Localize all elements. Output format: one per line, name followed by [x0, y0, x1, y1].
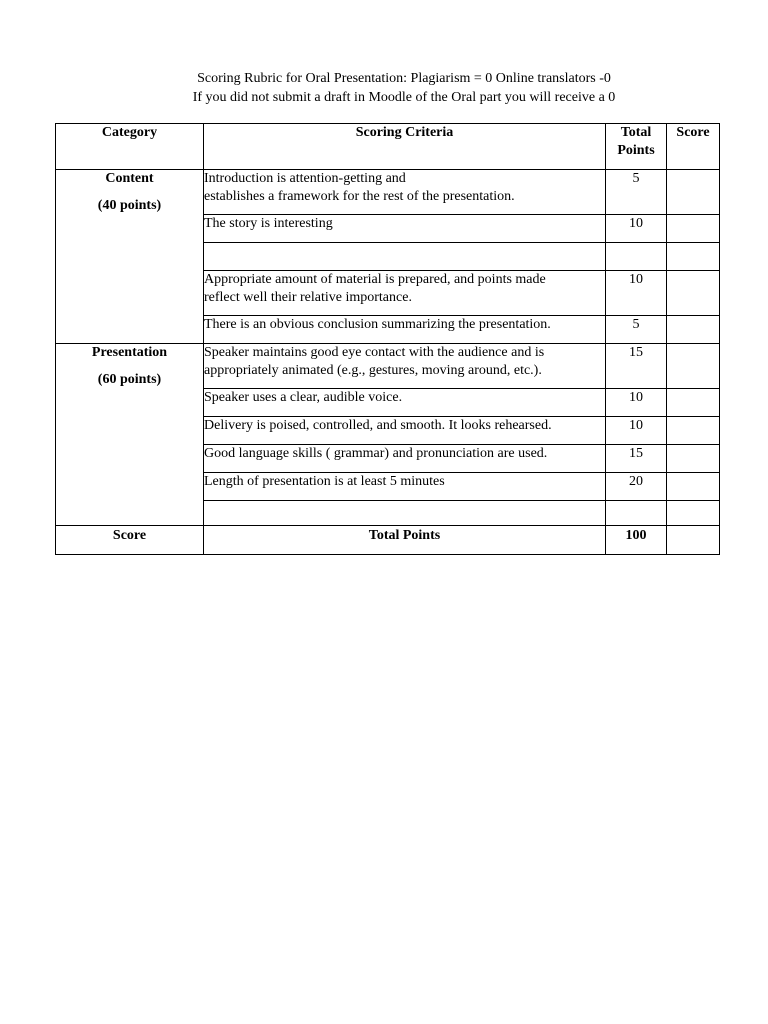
score-cell [667, 417, 720, 445]
table-footer-row [56, 526, 720, 555]
column-header-total-points [606, 124, 667, 170]
score-cell [667, 271, 720, 316]
table-row [56, 344, 720, 389]
criteria-cell: Delivery is poised, controlled, and smooth. It looks rehearsed. [204, 417, 606, 445]
criteria-text: Speaker maintains good eye contact with the audience and is [204, 345, 545, 360]
points-cell: 10 [606, 389, 667, 417]
points-cell: 15 [606, 445, 667, 473]
criteria-cell [204, 271, 606, 316]
criteria-text: reflect well their relative importance. [204, 290, 412, 305]
footer-score-label: Score [56, 526, 204, 555]
score-cell [667, 215, 720, 243]
header-line-1: Scoring Rubric for Oral Presentation: Plagiarism = 0 Online translators -0 [197, 71, 611, 86]
criteria-text: Appropriate amount of material is prepared, and points made [204, 272, 546, 287]
points-cell: 10 [606, 215, 667, 243]
category-points: (40 points) [97, 198, 162, 213]
criteria-cell: There is an obvious conclusion summarizing the presentation. [204, 316, 606, 344]
rubric-table [55, 123, 720, 555]
criteria-cell [204, 344, 606, 389]
criteria-text: establishes a framework for the rest of the presentation. [204, 189, 515, 204]
points-cell: 20 [606, 473, 667, 501]
category-name: Presentation [91, 345, 168, 360]
criteria-cell [204, 170, 606, 215]
footer-score-cell [667, 526, 720, 555]
points-cell: 10 [606, 271, 667, 316]
score-cell [667, 445, 720, 473]
criteria-cell [204, 243, 606, 271]
points-cell [606, 243, 667, 271]
category-name: Content [105, 171, 154, 186]
column-header-score: Score [667, 124, 720, 170]
points-cell: 10 [606, 417, 667, 445]
table-header-row [56, 124, 720, 170]
criteria-cell: Speaker uses a clear, audible voice. [204, 389, 606, 417]
score-cell [667, 316, 720, 344]
score-cell [667, 473, 720, 501]
criteria-cell: Good language skills ( grammar) and pronunciation are used. [204, 445, 606, 473]
points-cell [606, 501, 667, 526]
points-cell: 5 [606, 316, 667, 344]
total-points-header-line-1: Total [620, 125, 652, 140]
score-cell [667, 243, 720, 271]
category-content [56, 170, 204, 344]
table-row [56, 170, 720, 215]
points-cell: 15 [606, 344, 667, 389]
column-header-criteria: Scoring Criteria [204, 124, 606, 170]
category-presentation [56, 344, 204, 526]
footer-total-value: 100 [606, 526, 667, 555]
score-cell [667, 170, 720, 215]
criteria-cell: The story is interesting [204, 215, 606, 243]
column-header-category: Category [56, 124, 204, 170]
criteria-cell [204, 501, 606, 526]
criteria-text: Introduction is attention-getting and [204, 171, 406, 186]
footer-total-label: Total Points [204, 526, 606, 555]
criteria-cell: Length of presentation is at least 5 minutes [204, 473, 606, 501]
points-cell: 5 [606, 170, 667, 215]
criteria-text: appropriately animated (e.g., gestures, moving around, etc.). [204, 363, 542, 378]
header-line-2: If you did not submit a draft in Moodle of the Oral part you will receive a 0 [192, 90, 616, 105]
score-cell [667, 501, 720, 526]
category-points: (60 points) [97, 372, 162, 387]
score-cell [667, 344, 720, 389]
document-header [0, 69, 768, 107]
score-cell [667, 389, 720, 417]
total-points-header-line-2: Points [617, 143, 655, 158]
